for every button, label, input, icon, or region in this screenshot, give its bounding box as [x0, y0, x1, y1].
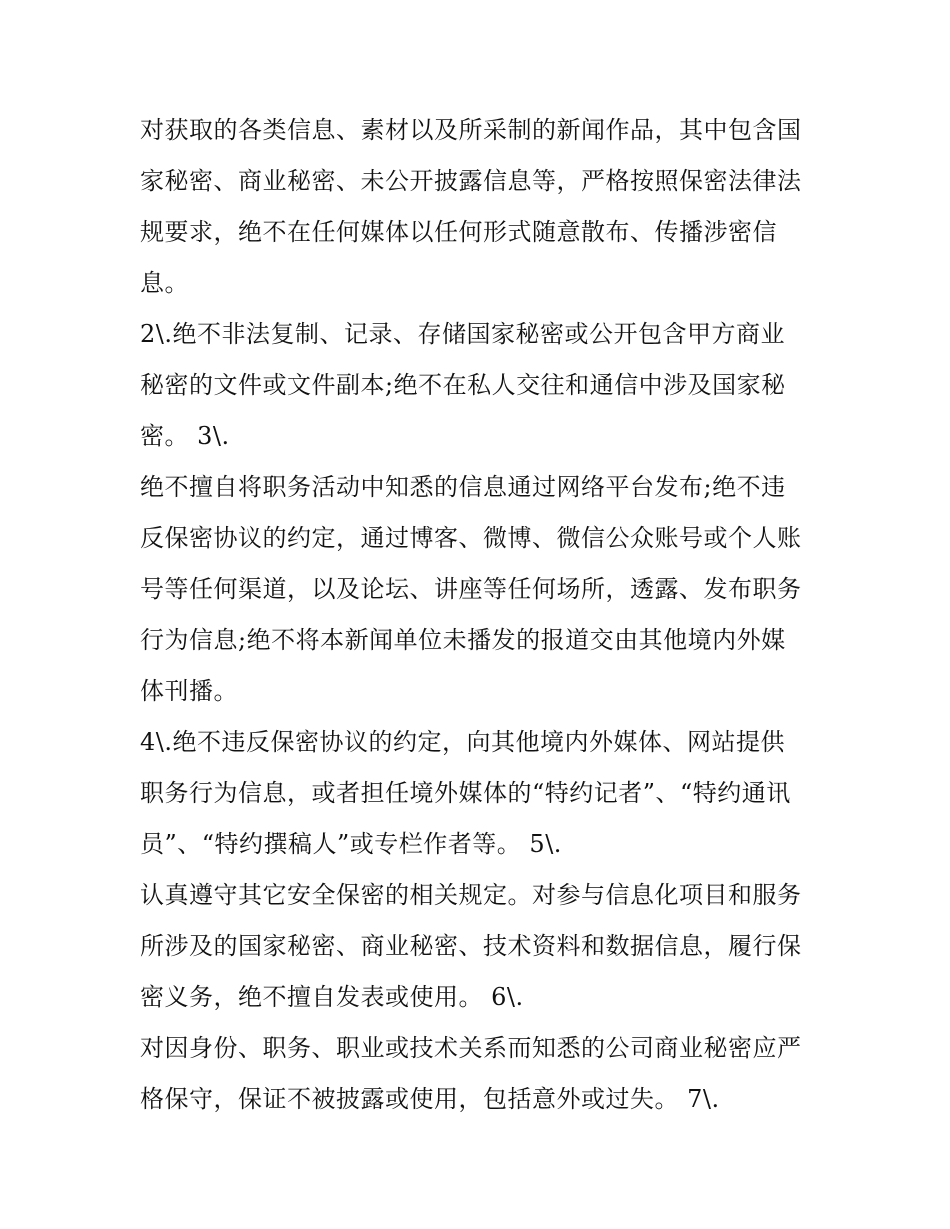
- text-line: 规要求，绝不在任何媒体以任何形式随意散布、传播涉密信: [140, 218, 777, 246]
- text-line: 行为信息;绝不将本新闻单位未播发的报道交由其他境内外媒: [140, 626, 786, 654]
- text-line: 家秘密、商业秘密、未公开披露信息等，严格按照保密法律法: [140, 167, 802, 195]
- text-line: 体刊播。: [140, 677, 238, 705]
- text-line: 反保密协议的约定，通过博客、微博、微信公众账号或个人账: [140, 524, 802, 552]
- text-line: 4\.绝不违反保密协议的约定，向其他境内外媒体、网站提供: [140, 728, 785, 756]
- text-line: 息。: [140, 269, 189, 297]
- text-line: 对因身份、职务、职业或技术关系而知悉的公司商业秘密应严: [140, 1034, 802, 1062]
- text-line: 2\.绝不非法复制、记录、存储国家秘密或公开包含甲方商业: [140, 320, 785, 348]
- text-line: 员”、“特约撰稿人”或专栏作者等。 5\.: [140, 830, 562, 858]
- text-line: 号等任何渠道，以及论坛、讲座等任何场所，透露、发布职务: [140, 575, 802, 603]
- text-line: 所涉及的国家秘密、商业秘密、技术资料和数据信息，履行保: [140, 932, 802, 960]
- text-line: 密义务，绝不擅自发表或使用。 6\.: [140, 983, 524, 1011]
- text-line: 对获取的各类信息、素材以及所采制的新闻作品，其中包含国: [140, 116, 802, 144]
- text-line: 职务行为信息，或者担任境外媒体的“特约记者”、“特约通讯: [140, 779, 791, 807]
- text-line: 认真遵守其它安全保密的相关规定。对参与信息化项目和服务: [140, 881, 802, 909]
- text-line: 密。 3\.: [140, 422, 230, 450]
- text-line: 格保守，保证不被披露或使用，包括意外或过失。 7\.: [140, 1085, 720, 1113]
- text-line: 秘密的文件或文件副本;绝不在私人交往和通信中涉及国家秘: [140, 371, 786, 399]
- text-line: 绝不擅自将职务活动中知悉的信息通过网络平台发布;绝不违: [140, 473, 786, 501]
